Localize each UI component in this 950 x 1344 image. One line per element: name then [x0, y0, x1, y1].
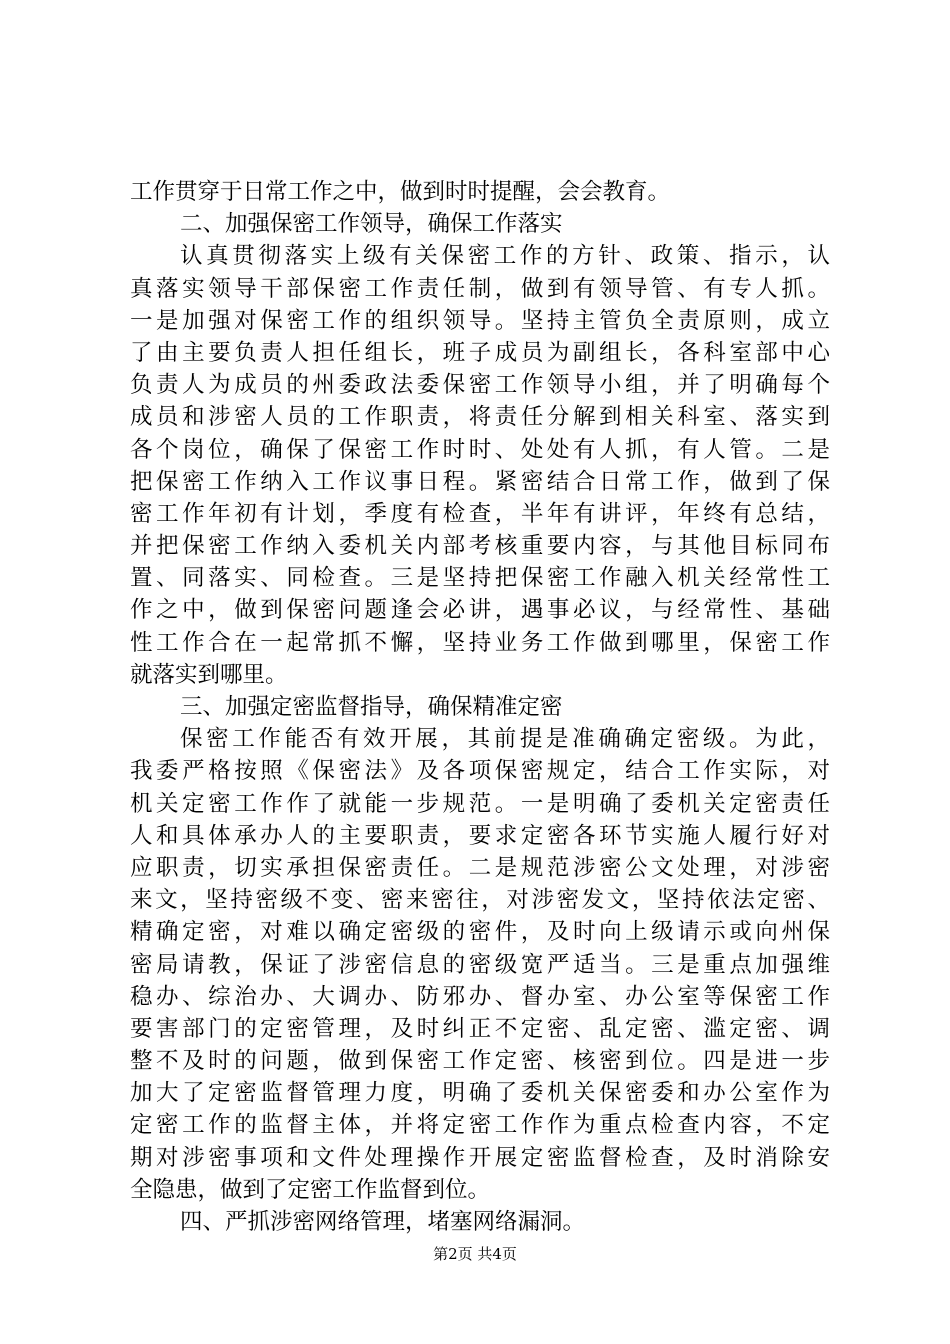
paragraph-line: 负责人为成员的州委政法委保密工作领导小组，并了明确每个: [130, 372, 830, 399]
paragraph-line: 密工作年初有计划，季度有检查，半年有讲评，年终有总结，: [130, 500, 830, 527]
paragraph-line: 置、同落实、同检查。三是坚持把保密工作融入机关经常性工: [130, 565, 830, 592]
paragraph-line: 整不及时的问题，做到保密工作定密、核密到位。四是进一步: [130, 1048, 830, 1075]
section-heading: 四、严抓涉密网络管理，堵塞网络漏洞。: [180, 1209, 586, 1235]
section-heading: 二、加强保密工作领导，确保工作落实: [180, 211, 563, 238]
paragraph-line: 认真贯彻落实上级有关保密工作的方针、政策、指示，认: [180, 243, 830, 270]
paragraph-line: 保密工作能否有效开展，其前提是准确确定密级。为此，: [180, 726, 830, 753]
paragraph-line: 加大了定密监督管理力度，明确了委机关保密委和办公室作为: [130, 1080, 830, 1107]
paragraph-line: 一是加强对保密工作的组织领导。坚持主管负全责原则，成立: [130, 307, 830, 334]
paragraph-line: 精确定密，对难以确定密级的密件，及时向上级请示或向州保: [130, 919, 830, 946]
paragraph-line: 要害部门的定密管理，及时纠正不定密、乱定密、滥定密、调: [130, 1015, 830, 1042]
paragraph-line: 期对涉密事项和文件处理操作开展定密监督检查，及时消除安: [130, 1144, 830, 1171]
paragraph-line: 工作贯穿于日常工作之中，做到时时提醒，会会教育。: [130, 179, 671, 205]
paragraph-line: 成员和涉密人员的工作职责，将责任分解到相关科室、落实到: [130, 404, 830, 431]
paragraph-line: 把保密工作纳入工作议事日程。紧密结合日常工作，做到了保: [130, 468, 830, 495]
paragraph-line: 密局请教，保证了涉密信息的密级宽严适当。三是重点加强维: [130, 951, 830, 978]
paragraph-line: 来文，坚持密级不变、密来密往，对涉密发文，坚持依法定密、: [130, 887, 830, 914]
paragraph-line: 我委严格按照《保密法》及各项保密规定，结合工作实际，对: [130, 758, 830, 785]
paragraph-line: 定密工作的监督主体，并将定密工作作为重点检查内容，不定: [130, 1112, 830, 1139]
paragraph-line: 就落实到哪里。: [130, 661, 288, 688]
paragraph-line: 并把保密工作纳入委机关内部考核重要内容，与其他目标同布: [130, 533, 830, 560]
paragraph-line: 应职责，切实承担保密责任。二是规范涉密公文处理，对涉密: [130, 854, 830, 881]
paragraph-line: 作之中，做到保密问题逢会必讲，遇事必议，与经常性、基础: [130, 597, 830, 624]
paragraph-line: 性工作合在一起常抓不懈，坚持业务工作做到哪里，保密工作: [130, 629, 830, 656]
paragraph-line: 各个岗位，确保了保密工作时时、处处有人抓，有人管。二是: [130, 436, 830, 463]
section-heading: 三、加强定密监督指导，确保精准定密: [180, 694, 563, 720]
paragraph-line: 了由主要负责人担任组长，班子成员为副组长，各科室部中心: [130, 339, 830, 366]
document-body: [130, 176, 830, 1238]
paragraph-line: 真落实领导干部保密工作责任制，做到有领导管、有专人抓。: [130, 275, 830, 302]
paragraph-line: 全隐患，做到了定密工作监督到位。: [130, 1176, 491, 1203]
paragraph-line: 机关定密工作作了就能一步规范。一是明确了委机关定密责任: [130, 790, 830, 817]
paragraph-line: 稳办、综治办、大调办、防邪办、督办室、办公室等保密工作: [130, 983, 830, 1010]
paragraph-line: 人和具体承办人的主要职责，要求定密各环节实施人履行好对: [130, 822, 830, 849]
page-number-footer: 第2页 共4页: [433, 1245, 517, 1263]
